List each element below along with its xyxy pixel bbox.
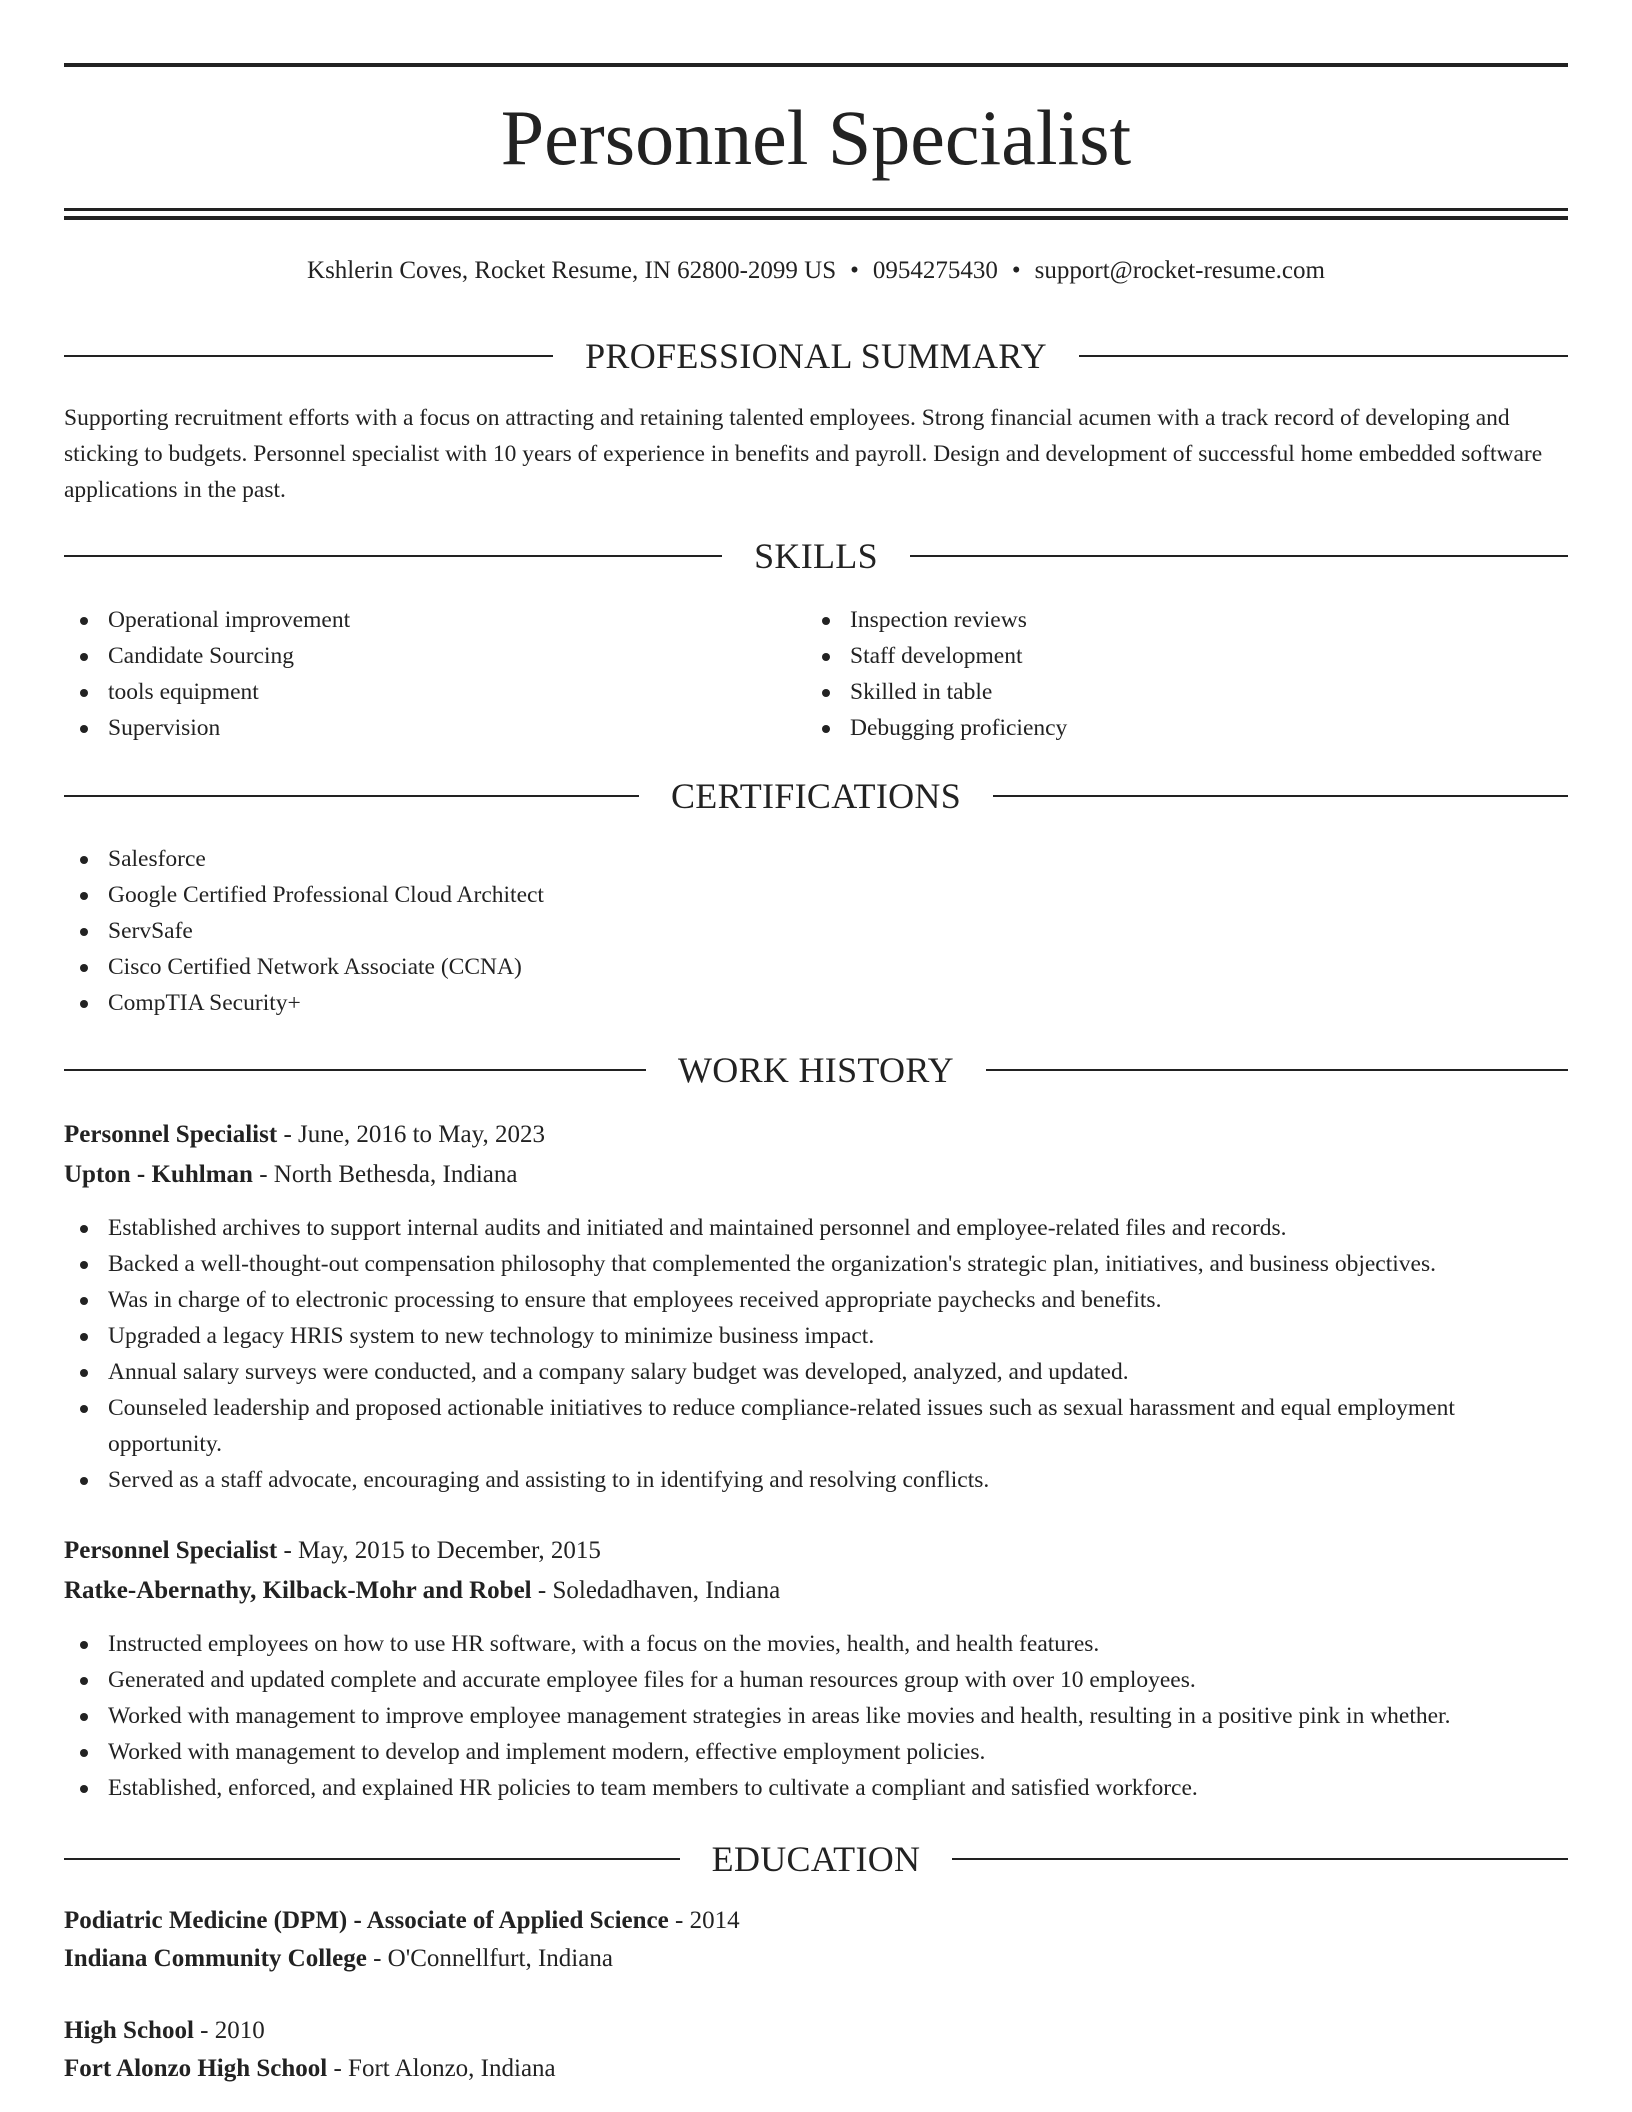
job-title: Personnel Specialist: [64, 1121, 278, 1148]
job-bullet: Served as a staff advocate, encouraging and assisting to in identifying and resolving conflicts.: [64, 1462, 1568, 1498]
job-company-line: [64, 1573, 1568, 1609]
contact-line: [64, 254, 1568, 288]
heading-rule-right: [910, 555, 1568, 557]
education-location: - O'Connellfurt, Indiana: [366, 1945, 613, 1972]
education-location: - Fort Alonzo, Indiana: [327, 2055, 556, 2082]
education-school: Indiana Community College: [64, 1945, 367, 1972]
certification-item: ServSafe: [64, 913, 1568, 949]
education-degree-line: [64, 2013, 1568, 2049]
job-company: Upton - Kuhlman: [64, 1161, 253, 1188]
education-degree-line: [64, 1903, 1568, 1939]
education-school-line: [64, 1941, 1568, 1977]
certifications-heading-label: CERTIFICATIONS: [670, 776, 962, 816]
education-year: - 2010: [193, 2017, 265, 2044]
job-bullet: Backed a well-thought-out compensation philosophy that complemented the organization's strategic plan, initiatives, and business objectives.: [64, 1246, 1568, 1282]
job-bullet: Was in charge of to electronic processing to ensure that employees received appropriate paychecks and benefits.: [64, 1282, 1568, 1318]
skill-item: Staff development: [806, 638, 1506, 674]
job-bullet: Generated and updated complete and accurate employee files for a human resources group with over 10 employees.: [64, 1662, 1568, 1698]
job-location: - Soledadhaven, Indiana: [531, 1577, 781, 1604]
skill-item: Operational improvement: [64, 602, 764, 638]
work-heading: [64, 1048, 1568, 1092]
certification-item: Cisco Certified Network Associate (CCNA): [64, 949, 1568, 985]
education-heading: [64, 1837, 1568, 1881]
summary-heading: [64, 334, 1568, 378]
contact-address: Kshlerin Coves, Rocket Resume, IN 62800-2099 US: [307, 257, 837, 284]
education-school-line: [64, 2051, 1568, 2087]
job-title-line: [64, 1533, 1568, 1569]
job-bullet: Instructed employees on how to use HR software, with a focus on the movies, health, and health features.: [64, 1626, 1568, 1662]
skills-list-right: [806, 602, 1506, 746]
heading-rule-left: [64, 1069, 646, 1071]
heading-rule-right: [993, 795, 1568, 797]
job-bullet: Upgraded a legacy HRIS system to new technology to minimize business impact.: [64, 1318, 1568, 1354]
education-heading-label: EDUCATION: [711, 1839, 921, 1879]
summary-text: Supporting recruitment efforts with a focus on attracting and retaining talented employees. Strong financial acumen with a track record of developing and sticking to budgets. Personnel specialist with 10 years of experience in benefits and payroll. Design and development of successful home embedded software applications in the past.: [64, 405, 1543, 503]
contact-separator: •: [1011, 257, 1021, 284]
certification-item: Salesforce: [64, 841, 1568, 877]
job-bullet: Counseled leadership and proposed actionable initiatives to reduce compliance-related issues such as sexual harassment and equal employment opportunity.: [64, 1390, 1568, 1462]
top-rule: [64, 63, 1568, 67]
job-bullet: Worked with management to develop and implement modern, effective employment policies.: [64, 1734, 1568, 1770]
contact-separator: •: [850, 257, 859, 284]
job-bullet: Worked with management to improve employee management strategies in areas like movies and health, resulting in a positive pink in whether.: [64, 1698, 1568, 1734]
heading-rule-left: [64, 355, 553, 357]
skills-heading-label: SKILLS: [754, 536, 878, 576]
contact-phone: 0954275430: [872, 257, 998, 284]
resume-title: Personnel Specialist: [500, 94, 1132, 181]
skill-item: Candidate Sourcing: [64, 638, 764, 674]
summary-heading-label: PROFESSIONAL SUMMARY: [585, 336, 1047, 376]
job-bullet: Established, enforced, and explained HR policies to team members to cultivate a compliant and satisfied workforce.: [64, 1770, 1568, 1806]
certifications-list: [64, 841, 1568, 1021]
education-degree: High School: [64, 2017, 194, 2044]
job-bullet: Annual salary surveys were conducted, and a company salary budget was developed, analyzed, and updated.: [64, 1354, 1568, 1390]
job-title: Personnel Specialist: [64, 1537, 278, 1564]
skill-item: tools equipment: [64, 674, 764, 710]
certifications-heading: [64, 774, 1568, 818]
heading-rule-right: [1079, 355, 1568, 357]
skill-item: Supervision: [64, 710, 764, 746]
work-heading-label: WORK HISTORY: [678, 1050, 954, 1090]
heading-rule-left: [64, 1858, 680, 1860]
certification-item: CompTIA Security+: [64, 985, 1568, 1021]
job-location: - North Bethesda, Indiana: [252, 1161, 518, 1188]
job-company-line: [64, 1157, 1568, 1193]
job-dates: - June, 2016 to May, 2023: [277, 1121, 545, 1148]
title-rule-upper: [64, 208, 1568, 211]
skill-item: Skilled in table: [806, 674, 1506, 710]
heading-rule-right: [952, 1858, 1568, 1860]
job-company: Ratke-Abernathy, Kilback-Mohr and Robel: [64, 1577, 532, 1604]
certification-item: Google Certified Professional Cloud Architect: [64, 877, 1568, 913]
title-rule-lower: [64, 216, 1568, 220]
job-dates: - May, 2015 to December, 2015: [277, 1537, 601, 1564]
skills-heading: [64, 534, 1568, 578]
skills-list-left: [64, 602, 764, 746]
heading-rule-left: [64, 795, 639, 797]
education-school: Fort Alonzo High School: [64, 2055, 328, 2082]
job-bullets: [64, 1626, 1568, 1806]
skill-item: Debugging proficiency: [806, 710, 1506, 746]
contact-email: support@rocket-resume.com: [1034, 257, 1325, 284]
heading-rule-right: [986, 1069, 1568, 1071]
skill-item: Inspection reviews: [806, 602, 1506, 638]
job-title-line: [64, 1117, 1568, 1153]
education-degree: Podiatric Medicine (DPM) - Associate of Applied Science: [64, 1907, 669, 1934]
education-year: - 2014: [668, 1907, 740, 1934]
heading-rule-left: [64, 555, 722, 557]
job-bullet: Established archives to support internal audits and initiated and maintained personnel and employee-related files and records.: [64, 1210, 1568, 1246]
job-bullets: [64, 1210, 1568, 1498]
